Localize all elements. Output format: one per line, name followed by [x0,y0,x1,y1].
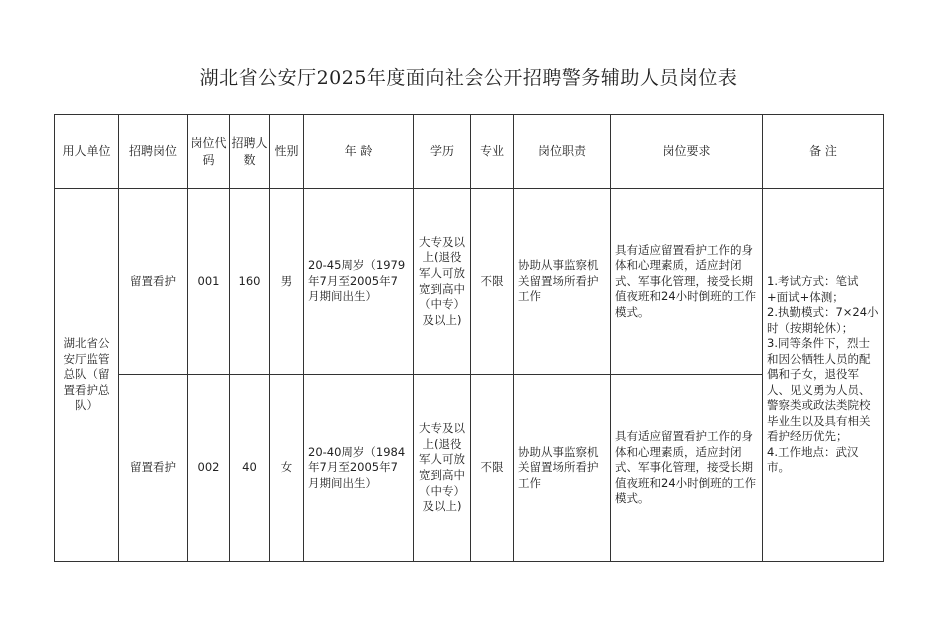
major-cell: 不限 [471,375,514,562]
age-cell: 20-40周岁（1984年7月至2005年7月期间出生） [304,375,414,562]
page-title: 湖北省公安厅2025年度面向社会公开招聘警务辅助人员岗位表 [199,67,738,89]
header-post: 招聘岗位 [119,115,188,189]
post-code-cell: 001 [188,189,230,375]
remark-cell [763,189,884,562]
gender-cell: 男 [270,189,304,375]
header-duty: 岗位职责 [514,115,611,189]
count-cell: 40 [230,375,270,562]
requirement-cell: 具有适应留置看护工作的身体和心理素质，适应封闭式、军事化管理，接受长期值夜班和24小时倒班的工作模式。 [611,375,763,562]
header-count: 招聘人数 [230,115,270,189]
post-cell: 留置看护 [119,375,188,562]
post-table [54,114,884,562]
age-cell: 20-45周岁（1979年7月至2005年7月期间出生） [304,189,414,375]
remark-line: 2.执勤模式：7×24小时（按期轮休）； [767,305,879,335]
header-row [55,115,884,189]
count-cell: 160 [230,189,270,375]
duty-cell: 协助从事监察机关留置场所看护工作 [514,189,611,375]
table-row [55,189,884,375]
education-cell: 大专及以上(退役军人可放宽到高中（中专）及以上) [414,375,471,562]
remark-line: 4.工作地点：武汉市。 [767,444,859,475]
header-gender: 性别 [270,115,304,189]
requirement-cell: 具有适应留置看护工作的身体和心理素质，适应封闭式、军事化管理，接受长期值夜班和24小时倒班的工作模式。 [611,189,763,375]
header-education: 学历 [414,115,471,189]
remark-line: 1.考试方式：笔试+面试+体测； [767,274,859,304]
education-cell: 大专及以上(退役军人可放宽到高中（中专）及以上) [414,189,471,375]
header-age: 年 龄 [304,115,414,189]
header-unit: 用人单位 [55,115,119,189]
header-requirement: 岗位要求 [611,115,763,189]
table-row [55,375,884,562]
remark-line: 3.同等条件下，烈士和因公牺牲人员的配偶和子女，退役军人、见义勇为人员、警察类或政法类院校毕业生以及具有相关看护经历优先； [767,336,871,444]
header-major: 专业 [471,115,514,189]
unit-cell: 湖北省公安厅监管总队（留置看护总队） [55,189,119,562]
gender-cell: 女 [270,375,304,562]
duty-cell: 协助从事监察机关留置场所看护工作 [514,375,611,562]
major-cell: 不限 [471,189,514,375]
header-remark: 备 注 [763,115,884,189]
header-post-code: 岗位代码 [188,115,230,189]
post-cell: 留置看护 [119,189,188,375]
post-code-cell: 002 [188,375,230,562]
